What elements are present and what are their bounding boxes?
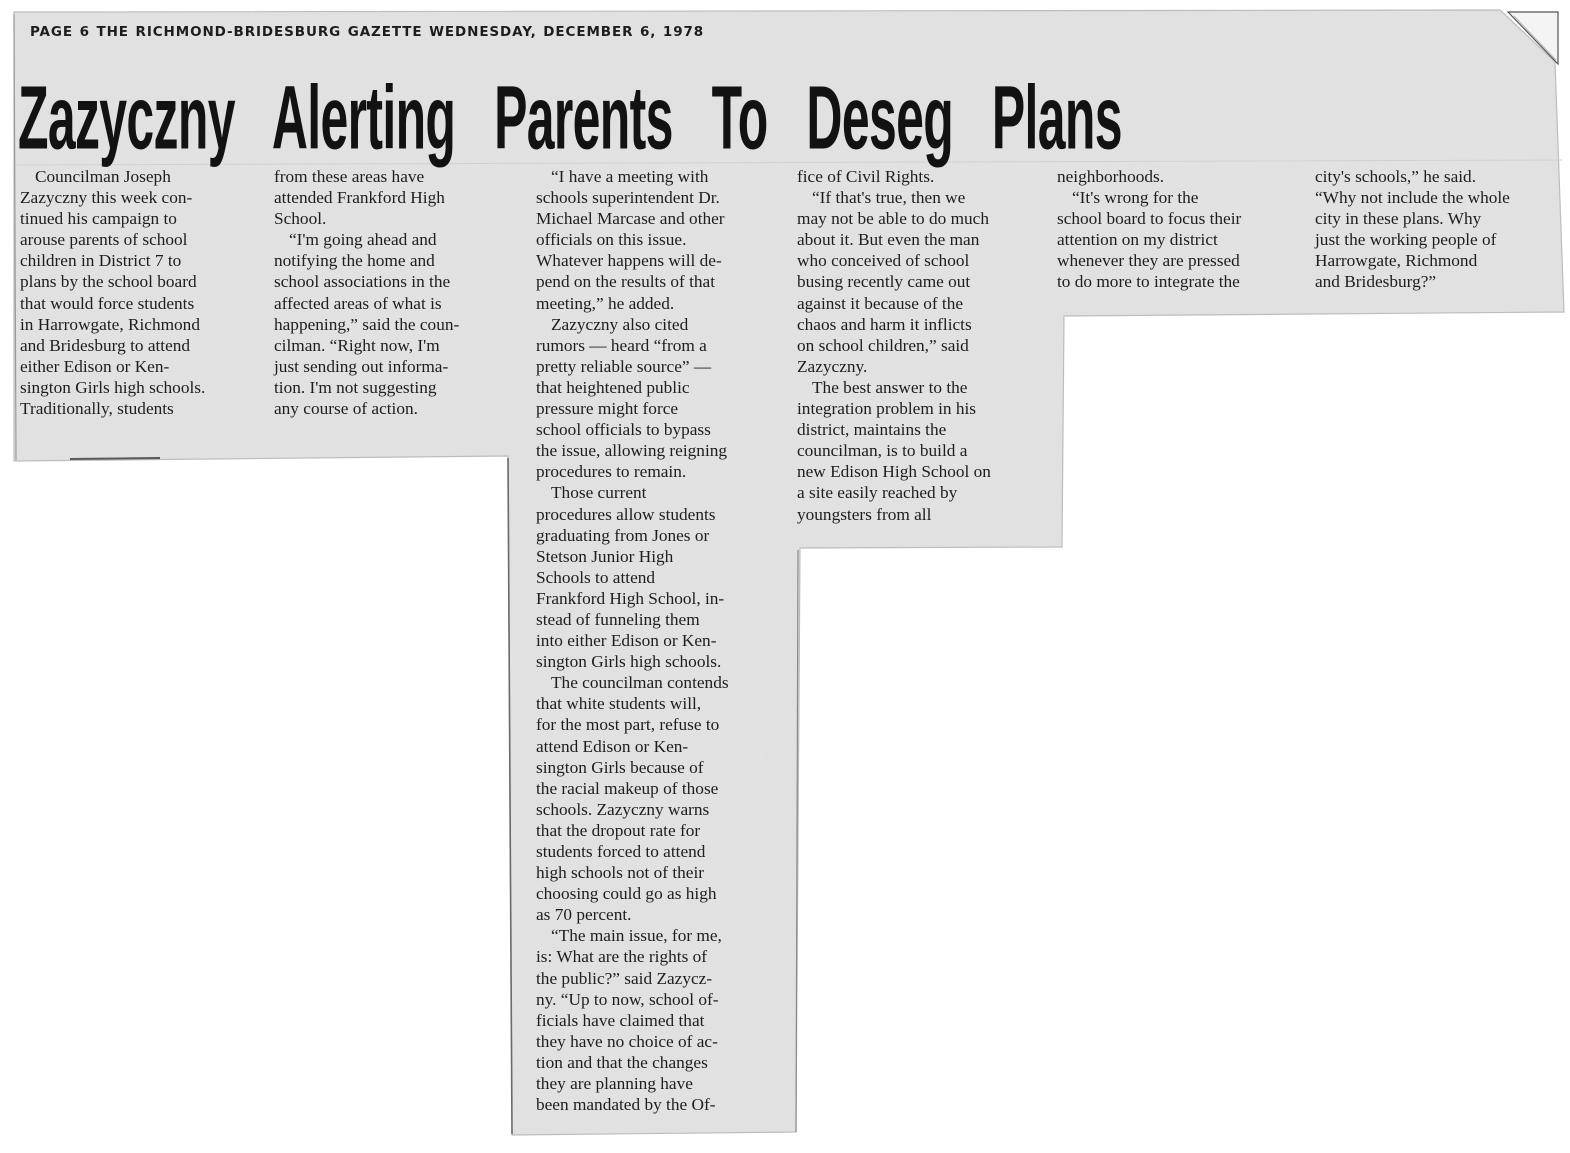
column-5-paragraph-1: neighborhoods. xyxy=(1057,167,1165,186)
column-2-paragraph-1: from these areas have attended Frankford High School. xyxy=(274,167,445,229)
article-column-1 xyxy=(20,166,244,419)
torn-corner-fold xyxy=(1506,10,1564,68)
column-3-paragraph-4: The councilman contends that white students will, for the most part, refuse to attend Edison or Ken- sington Girls because of the racial makeup of those schools. Zazyczny warns that the dropout rate for students forced to attend high schools not of their choosing could go as high as 70 percent. xyxy=(536,673,729,925)
column-4-paragraph-3: The best answer to the integration problem in his district, maintains the councilman, is to build a new Edison High School on a site easily reached by youngsters from all xyxy=(797,377,991,524)
column-2-paragraph-2: “I'm going ahead and notifying the home and school associations in the affected areas of what is happening,” said the coun- cilman. “Right now, I'm just sending out informa- tion. I'm not suggesting any course of action. xyxy=(274,230,460,419)
article-column-4 xyxy=(797,166,1021,525)
article-column-2 xyxy=(274,166,498,419)
article-column-3 xyxy=(536,166,762,1115)
column-1-paragraph-1: Councilman Joseph Zazyczny this week con- tinued his campaign to arouse parents of school children in District 7 to plans by the school board that would force students in Harrowgate, Richmond and Bridesburg to attend either Edison or Ken- sington Girls high schools. Traditionally, students xyxy=(20,167,206,419)
article-column-6 xyxy=(1315,166,1541,293)
column-4-paragraph-1: fice of Civil Rights. xyxy=(797,167,935,186)
column-3-paragraph-5: “The main issue, for me, is: What are the rights of the public?” said Zazycz- ny. “Up to now, school of- ficials have claimed that they have no choice of ac- tion and that the changes they are planning have been mandated by the Of- xyxy=(536,926,722,1115)
column-4-paragraph-2: “If that's true, then we may not be able to do much about it. But even the man who conceived of school busing recently came out against it because of the chaos and harm it inflicts on school children,” said Zazyczny. xyxy=(797,188,989,376)
page-header-line: PAGE 6 THE RICHMOND-BRIDESBURG GAZETTE WEDNESDAY, DECEMBER 6, 1978 xyxy=(30,24,705,40)
column-6-paragraph-1: city's schools,” he said. “Why not include the whole city in these plans. Why just the working people of Harrowgate, Richmond and Bridesburg?” xyxy=(1315,167,1510,292)
article-headline: Zazyczny Alerting Parents To Deseg Plans xyxy=(18,66,1122,168)
column-3-paragraph-2: Zazyczny also cited rumors — heard “from a pretty reliable source” — that heightened public pressure might force school officials to bypass the issue, allowing reigning procedures to remain. xyxy=(536,314,728,482)
column-5-paragraph-2: “It's wrong for the school board to focus their attention on my district whenever they are pressed to do more to integrate the xyxy=(1057,188,1242,292)
article-column-5 xyxy=(1057,166,1280,293)
column-3-paragraph-3: Those current procedures allow students graduating from Jones or Stetson Junior High Schools to attend Frankford High School, in- stead of funneling them into either Edison or Ken- sington Girls high schools. xyxy=(536,483,725,672)
column-3-paragraph-1: “I have a meeting with schools superintendent Dr. Michael Marcase and other officials on this issue. Whatever happens will de- pend on the results of that meeting,” he added. xyxy=(536,167,725,313)
